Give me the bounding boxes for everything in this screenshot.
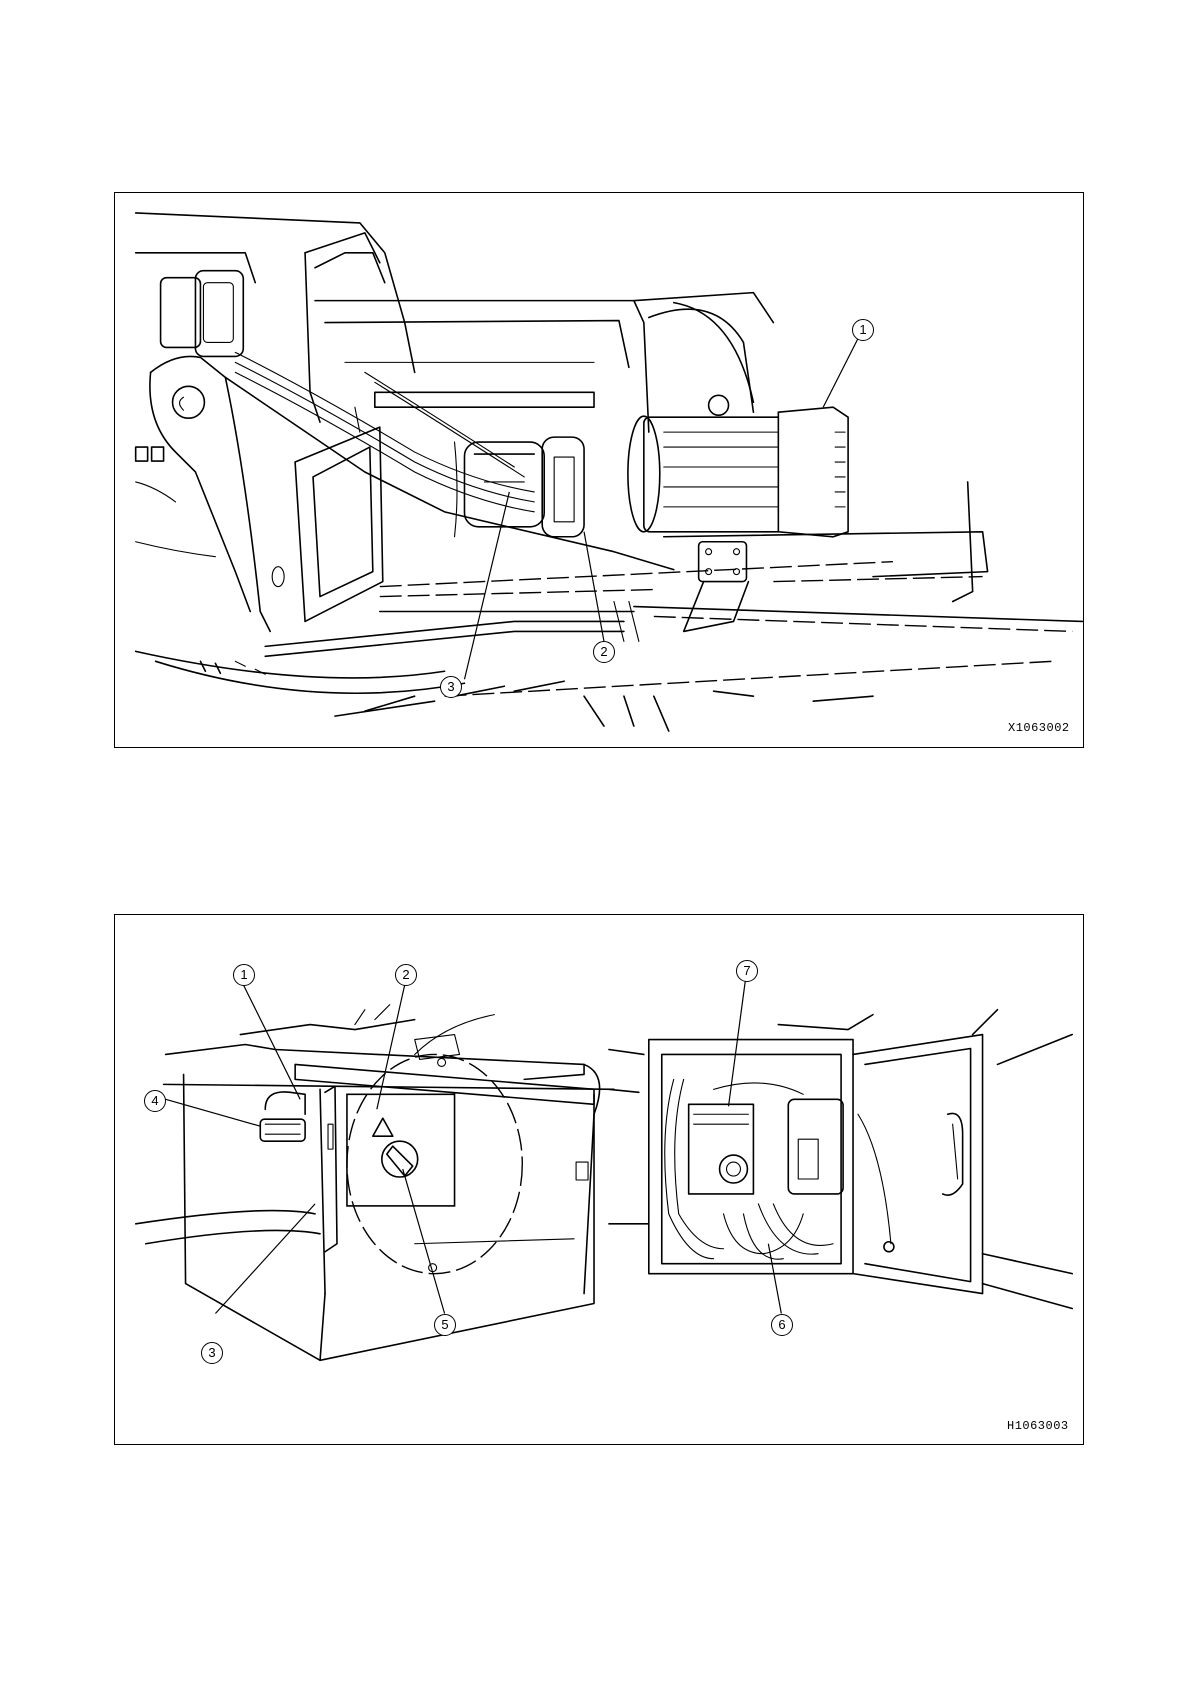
callout-2: 2 [395,964,417,986]
callout-1: 1 [233,964,255,986]
callout-4: 4 [144,1090,166,1112]
callout-2: 2 [593,641,615,663]
callout-5: 5 [434,1314,456,1336]
figure-switch-box [114,914,1084,1445]
callout-3: 3 [440,676,462,698]
figure-code: H1063003 [1007,1419,1069,1433]
callout-7: 7 [736,960,758,982]
callout-3: 3 [201,1342,223,1364]
callout-1: 1 [852,319,874,341]
motor-assembly-drawing [115,193,1083,747]
callout-6: 6 [771,1314,793,1336]
figure-motor-assembly [114,192,1084,748]
switch-box-drawing [115,915,1083,1444]
figure-code: X1063002 [1008,721,1070,735]
